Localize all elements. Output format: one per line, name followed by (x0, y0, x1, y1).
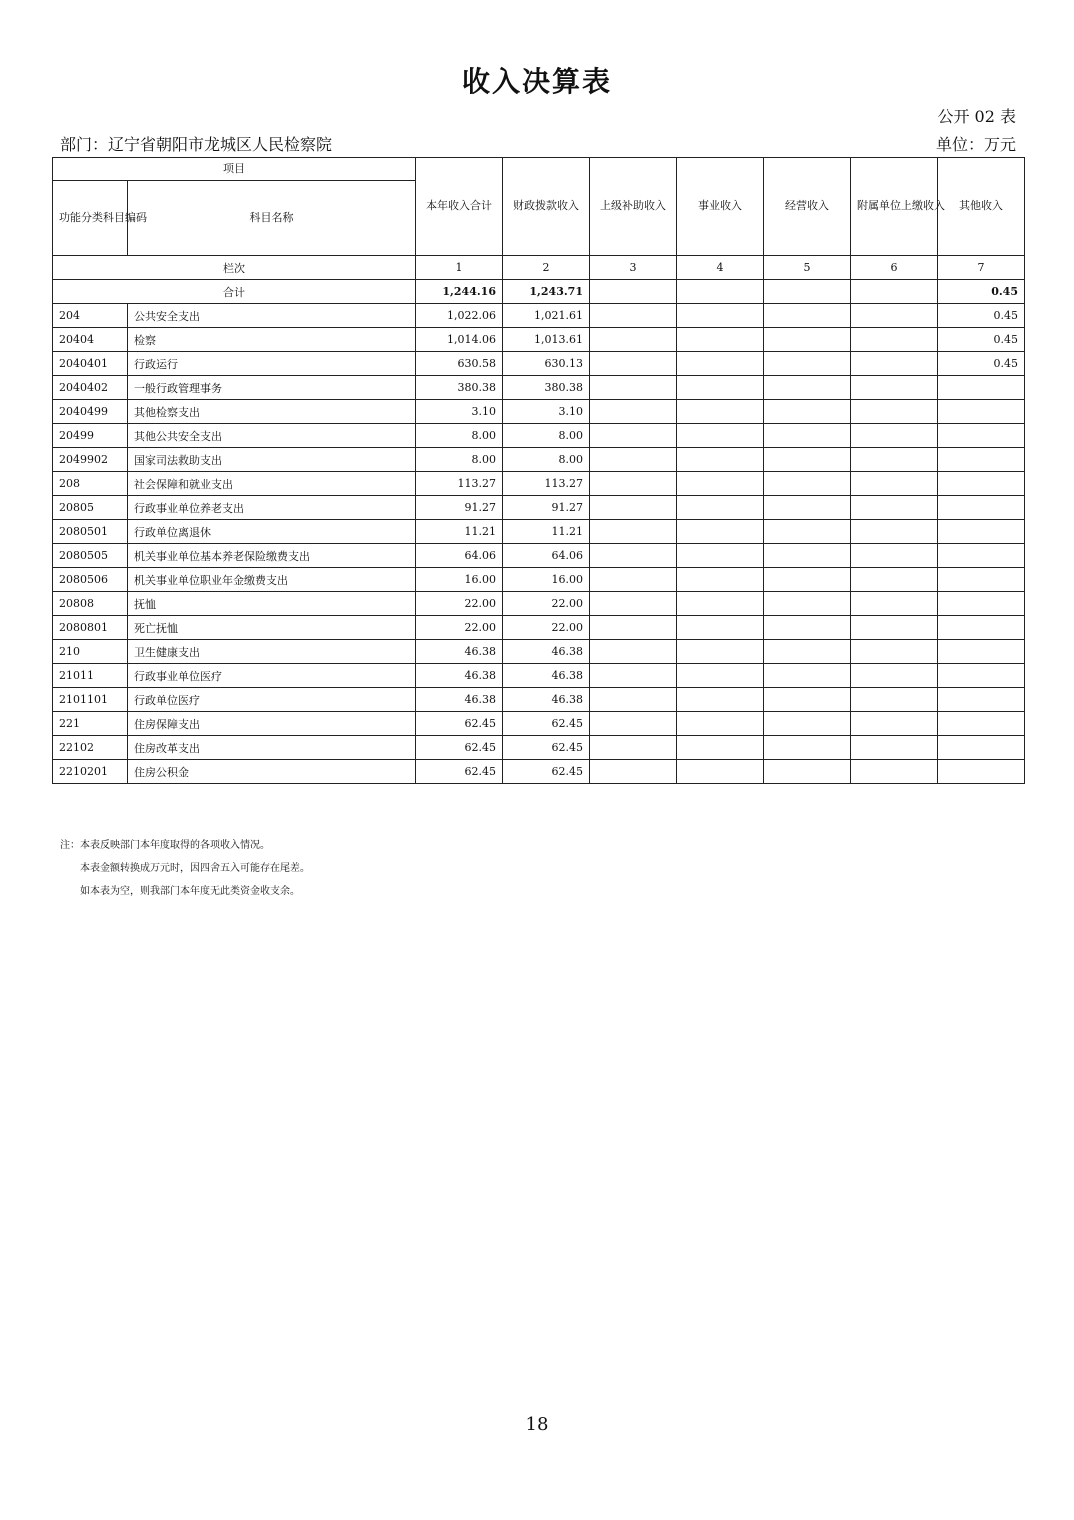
row-value (851, 712, 938, 736)
row-value (590, 352, 677, 376)
row-value: 630.13 (503, 352, 590, 376)
row-name: 其他公共安全支出 (128, 424, 416, 448)
row-code: 20805 (53, 496, 128, 520)
row-value: 22.00 (416, 592, 503, 616)
row-value (851, 352, 938, 376)
unit-label: 单位：万元 (935, 135, 1016, 154)
row-value: 62.45 (503, 736, 590, 760)
header-code: 功能分类科目编码 (53, 181, 128, 256)
lanci-number: 6 (851, 256, 938, 280)
row-value: 64.06 (416, 544, 503, 568)
row-value (851, 736, 938, 760)
row-value (851, 568, 938, 592)
row-value (677, 520, 764, 544)
total-value (677, 280, 764, 304)
form-number: 公开 02 表 (937, 107, 1016, 126)
table-row (53, 664, 1025, 688)
row-code: 20499 (53, 424, 128, 448)
row-name: 住房公积金 (128, 760, 416, 784)
row-value (590, 520, 677, 544)
row-value (590, 376, 677, 400)
table-row (53, 592, 1025, 616)
row-value (590, 712, 677, 736)
row-code: 210 (53, 640, 128, 664)
table-row (53, 352, 1025, 376)
row-value: 8.00 (503, 448, 590, 472)
row-value (938, 760, 1025, 784)
total-value (590, 280, 677, 304)
row-value (764, 616, 851, 640)
row-code: 221 (53, 712, 128, 736)
row-value: 16.00 (416, 568, 503, 592)
row-name: 行政事业单位养老支出 (128, 496, 416, 520)
row-value (590, 736, 677, 760)
header-col-5: 经营收入 (764, 158, 851, 256)
row-value (938, 400, 1025, 424)
row-value (590, 616, 677, 640)
row-name: 死亡抚恤 (128, 616, 416, 640)
row-name: 机关事业单位基本养老保险缴费支出 (128, 544, 416, 568)
row-value (851, 544, 938, 568)
row-value (764, 328, 851, 352)
row-value: 3.10 (416, 400, 503, 424)
row-value (677, 640, 764, 664)
total-row (53, 280, 1025, 304)
note-line: 注：本表反映部门本年度取得的各项收入情况。 (60, 840, 270, 851)
total-value: 0.45 (938, 280, 1025, 304)
row-value (764, 472, 851, 496)
row-value (590, 448, 677, 472)
row-code: 20808 (53, 592, 128, 616)
total-value: 1,243.71 (503, 280, 590, 304)
row-name: 住房保障支出 (128, 712, 416, 736)
row-value (764, 664, 851, 688)
row-value: 46.38 (416, 688, 503, 712)
row-value (677, 304, 764, 328)
total-value (764, 280, 851, 304)
total-label: 合计 (53, 280, 416, 304)
row-value (851, 616, 938, 640)
row-value (677, 544, 764, 568)
row-value (677, 616, 764, 640)
row-name: 国家司法救助支出 (128, 448, 416, 472)
row-value (677, 760, 764, 784)
header-col-4: 事业收入 (677, 158, 764, 256)
row-value (938, 664, 1025, 688)
row-value (938, 424, 1025, 448)
row-value (851, 328, 938, 352)
row-value (851, 304, 938, 328)
row-value: 113.27 (503, 472, 590, 496)
row-value (677, 688, 764, 712)
row-value: 46.38 (503, 688, 590, 712)
lanci-number: 5 (764, 256, 851, 280)
row-value (938, 688, 1025, 712)
row-value (590, 424, 677, 448)
row-value (938, 544, 1025, 568)
total-value (851, 280, 938, 304)
row-value: 8.00 (503, 424, 590, 448)
note-line: 如本表为空，则我部门本年度无此类资金收支余。 (80, 886, 300, 897)
row-value (590, 304, 677, 328)
row-value (938, 592, 1025, 616)
row-value (677, 376, 764, 400)
row-value: 380.38 (503, 376, 590, 400)
row-name: 行政单位医疗 (128, 688, 416, 712)
row-value (938, 376, 1025, 400)
row-name: 一般行政管理事务 (128, 376, 416, 400)
header-col-2: 财政拨款收入 (503, 158, 590, 256)
row-value (764, 712, 851, 736)
row-value (764, 688, 851, 712)
row-name: 社会保障和就业支出 (128, 472, 416, 496)
table-row (53, 472, 1025, 496)
row-value (677, 592, 764, 616)
row-value (851, 592, 938, 616)
row-value: 22.00 (503, 616, 590, 640)
row-name: 抚恤 (128, 592, 416, 616)
row-value (851, 472, 938, 496)
table-row (53, 616, 1025, 640)
row-code: 2101101 (53, 688, 128, 712)
row-value (677, 352, 764, 376)
note-line: 本表金额转换成万元时，因四舍五入可能存在尾差。 (80, 863, 310, 874)
lanci-number: 4 (677, 256, 764, 280)
row-name: 检察 (128, 328, 416, 352)
table-row (53, 496, 1025, 520)
row-value: 62.45 (416, 712, 503, 736)
header-col-3: 上级补助收入 (590, 158, 677, 256)
row-value: 91.27 (503, 496, 590, 520)
row-value (764, 352, 851, 376)
row-value (851, 664, 938, 688)
row-code: 2040499 (53, 400, 128, 424)
lanci-number: 7 (938, 256, 1025, 280)
row-value (938, 520, 1025, 544)
table-row (53, 544, 1025, 568)
row-value (764, 376, 851, 400)
row-value (938, 736, 1025, 760)
row-value (851, 448, 938, 472)
row-value (764, 568, 851, 592)
page-number: 18 (525, 1414, 549, 1435)
row-value: 16.00 (503, 568, 590, 592)
row-value: 1,014.06 (416, 328, 503, 352)
row-value (590, 568, 677, 592)
row-code: 2049902 (53, 448, 128, 472)
table-row (53, 424, 1025, 448)
row-value (590, 544, 677, 568)
row-code: 21011 (53, 664, 128, 688)
row-value (590, 472, 677, 496)
row-value: 1,021.61 (503, 304, 590, 328)
row-value: 1,013.61 (503, 328, 590, 352)
row-value: 46.38 (416, 664, 503, 688)
row-value: 8.00 (416, 448, 503, 472)
row-value (764, 520, 851, 544)
header-name: 科目名称 (128, 181, 416, 256)
lanci-row (53, 256, 1025, 280)
row-value: 62.45 (416, 760, 503, 784)
row-value (938, 496, 1025, 520)
row-value (764, 760, 851, 784)
row-value (938, 712, 1025, 736)
table-row (53, 688, 1025, 712)
row-value: 62.45 (503, 760, 590, 784)
row-value: 91.27 (416, 496, 503, 520)
row-value: 8.00 (416, 424, 503, 448)
row-value (590, 688, 677, 712)
row-name: 行政单位离退休 (128, 520, 416, 544)
lanci-label: 栏次 (53, 256, 416, 280)
row-value: 0.45 (938, 304, 1025, 328)
table-row (53, 568, 1025, 592)
row-value (590, 496, 677, 520)
row-value: 1,022.06 (416, 304, 503, 328)
row-name: 机关事业单位职业年金缴费支出 (128, 568, 416, 592)
row-value (851, 424, 938, 448)
row-value: 113.27 (416, 472, 503, 496)
income-table (52, 157, 1025, 784)
row-value (851, 400, 938, 424)
total-value: 1,244.16 (416, 280, 503, 304)
row-value (764, 400, 851, 424)
row-value (677, 448, 764, 472)
row-code: 2040402 (53, 376, 128, 400)
row-value (764, 736, 851, 760)
row-value (851, 376, 938, 400)
row-value (764, 304, 851, 328)
row-value: 62.45 (503, 712, 590, 736)
header-item: 项目 (53, 158, 416, 181)
row-value (851, 688, 938, 712)
row-value (938, 448, 1025, 472)
row-value: 630.58 (416, 352, 503, 376)
notes (60, 834, 310, 903)
row-value (677, 568, 764, 592)
table-row (53, 520, 1025, 544)
row-value (590, 592, 677, 616)
row-value (764, 640, 851, 664)
row-value: 0.45 (938, 352, 1025, 376)
row-value (851, 640, 938, 664)
row-value: 3.10 (503, 400, 590, 424)
row-value (590, 640, 677, 664)
table-row (53, 328, 1025, 352)
row-value (938, 640, 1025, 664)
row-code: 2080801 (53, 616, 128, 640)
header-col-7: 其他收入 (938, 158, 1025, 256)
document-title: 收入决算表 (461, 65, 612, 98)
row-value (938, 472, 1025, 496)
row-value (764, 592, 851, 616)
row-code: 22102 (53, 736, 128, 760)
row-value (764, 544, 851, 568)
lanci-number: 2 (503, 256, 590, 280)
row-code: 2210201 (53, 760, 128, 784)
row-value (677, 736, 764, 760)
row-code: 208 (53, 472, 128, 496)
lanci-number: 1 (416, 256, 503, 280)
row-value (590, 400, 677, 424)
department-label: 部门：辽宁省朝阳市龙城区人民检察院 (60, 135, 333, 154)
row-value: 380.38 (416, 376, 503, 400)
row-value: 64.06 (503, 544, 590, 568)
row-value (590, 760, 677, 784)
row-value (851, 496, 938, 520)
row-value (590, 664, 677, 688)
table-row (53, 400, 1025, 424)
row-value (764, 424, 851, 448)
row-name: 其他检察支出 (128, 400, 416, 424)
table-row (53, 304, 1025, 328)
row-value: 22.00 (416, 616, 503, 640)
row-value (851, 760, 938, 784)
row-value: 46.38 (503, 664, 590, 688)
row-value: 46.38 (416, 640, 503, 664)
header-col-6: 附属单位上缴收入 (851, 158, 938, 256)
row-value (677, 424, 764, 448)
row-value: 11.21 (503, 520, 590, 544)
row-code: 2080501 (53, 520, 128, 544)
row-code: 2040401 (53, 352, 128, 376)
row-name: 卫生健康支出 (128, 640, 416, 664)
row-name: 行政运行 (128, 352, 416, 376)
table-row (53, 640, 1025, 664)
table-row (53, 712, 1025, 736)
row-value: 46.38 (503, 640, 590, 664)
row-value (677, 328, 764, 352)
table-row (53, 736, 1025, 760)
row-value (677, 496, 764, 520)
row-name: 住房改革支出 (128, 736, 416, 760)
row-code: 2080505 (53, 544, 128, 568)
row-name: 行政事业单位医疗 (128, 664, 416, 688)
row-value (677, 712, 764, 736)
row-value (851, 520, 938, 544)
row-value: 22.00 (503, 592, 590, 616)
row-code: 204 (53, 304, 128, 328)
row-value (590, 328, 677, 352)
row-value (677, 472, 764, 496)
table-row (53, 448, 1025, 472)
row-value (677, 400, 764, 424)
table-row (53, 376, 1025, 400)
row-value: 0.45 (938, 328, 1025, 352)
row-value: 11.21 (416, 520, 503, 544)
row-code: 20404 (53, 328, 128, 352)
row-value (938, 568, 1025, 592)
row-code: 2080506 (53, 568, 128, 592)
header-col-1: 本年收入合计 (416, 158, 503, 256)
row-value: 62.45 (416, 736, 503, 760)
row-value (764, 448, 851, 472)
table-row (53, 760, 1025, 784)
lanci-number: 3 (590, 256, 677, 280)
row-name: 公共安全支出 (128, 304, 416, 328)
row-value (938, 616, 1025, 640)
row-value (764, 496, 851, 520)
header-row-1 (53, 158, 1025, 181)
row-value (677, 664, 764, 688)
